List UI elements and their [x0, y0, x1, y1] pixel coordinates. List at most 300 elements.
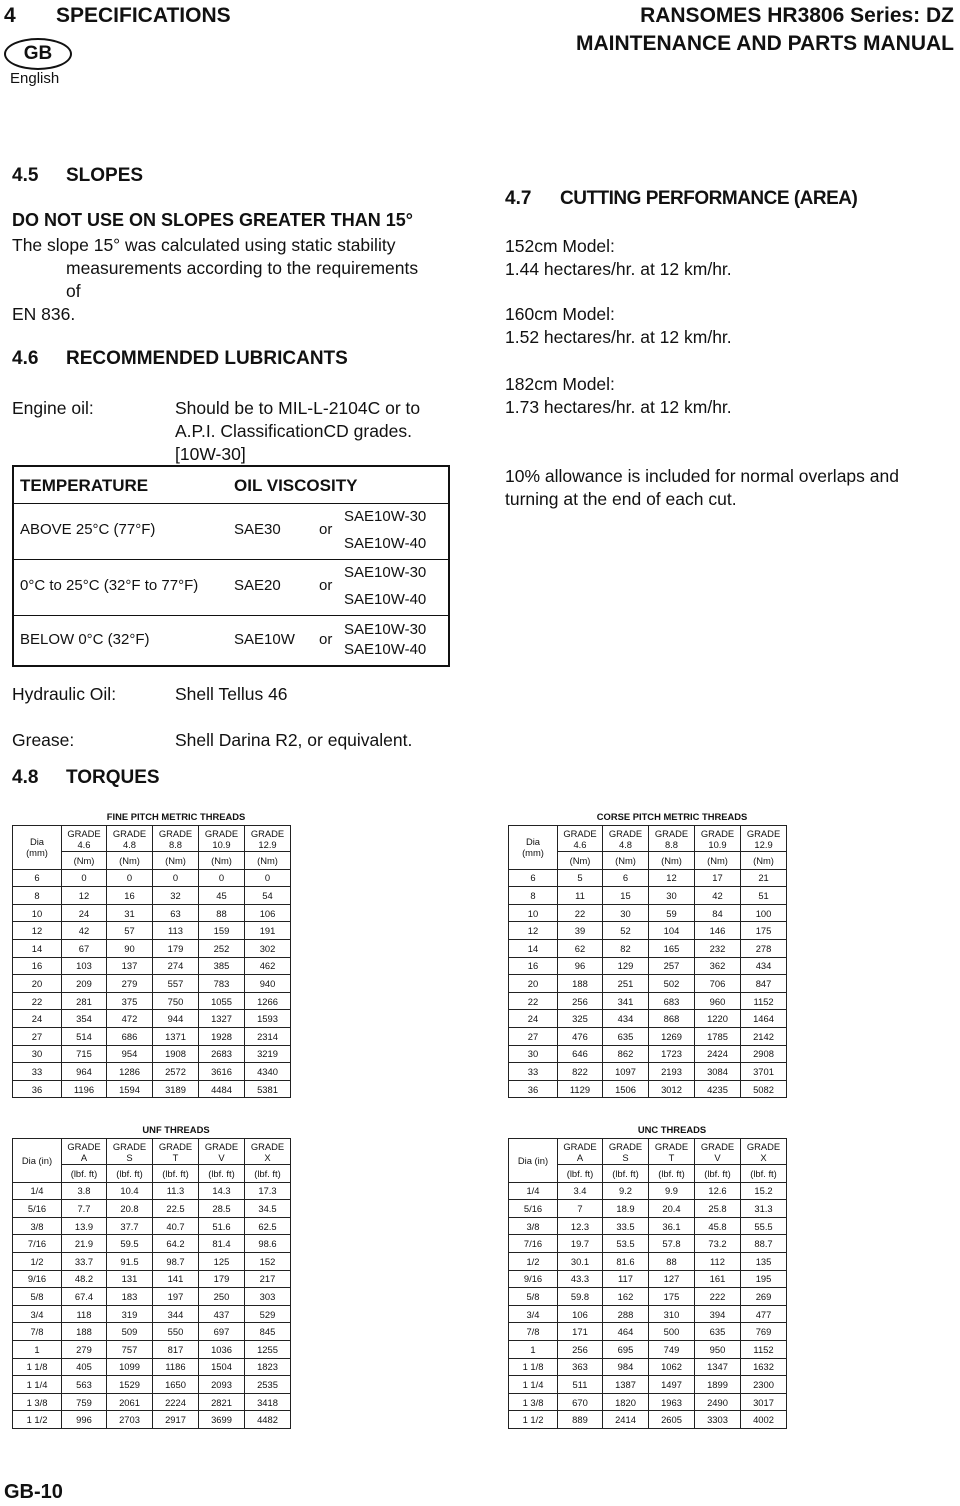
- torque-cell: 53.5: [603, 1235, 649, 1253]
- dia-cell: 8: [13, 887, 62, 905]
- torque-cell: 20.4: [649, 1200, 695, 1218]
- torque-cell: 697: [199, 1323, 245, 1341]
- torque-cell: 10.4: [107, 1182, 153, 1200]
- torque-cell: 940: [245, 975, 291, 993]
- torque-cell: 2605: [649, 1411, 695, 1429]
- dia-cell: 16: [13, 957, 62, 975]
- torque-cell: 34.5: [245, 1200, 291, 1218]
- alt2-row-1: SAE10W-40: [344, 535, 427, 552]
- slopes-text-1: The slope 15° was calculated using static stability: [12, 235, 396, 255]
- table-row: [509, 1200, 787, 1218]
- dia-cell: 1 1/4: [13, 1376, 62, 1394]
- grade-word: GRADE: [250, 827, 285, 839]
- torque-cell: 135: [741, 1253, 787, 1271]
- grade-header: [199, 826, 245, 852]
- torque-cell: 59.5: [107, 1235, 153, 1253]
- dia-cell: 3/8: [509, 1217, 558, 1235]
- grade-header: [558, 1139, 603, 1165]
- unit-cell: (Nm): [649, 852, 695, 870]
- unit-cell: (Nm): [741, 852, 787, 870]
- torque-cell: 279: [107, 975, 153, 993]
- torque-cell: 1099: [107, 1358, 153, 1376]
- slopes-number: 4.5: [12, 165, 39, 186]
- torque-cell: 2300: [741, 1376, 787, 1394]
- torque-cell: 64.2: [153, 1235, 199, 1253]
- table-row: [13, 1028, 291, 1046]
- grade-word: GRADE: [67, 1140, 101, 1152]
- grade-header: [245, 826, 291, 852]
- dia-cell: 27: [13, 1028, 62, 1046]
- torque-cell: 529: [245, 1305, 291, 1323]
- cutting-note-1: 10% allowance is included for normal overlaps and: [505, 466, 899, 486]
- torque-cell: 2572: [153, 1063, 199, 1081]
- table-row: [13, 1270, 291, 1288]
- alt2-row-2: SAE10W-40: [344, 591, 427, 608]
- grade-value: 8.8: [664, 838, 679, 850]
- torque-cell: 5082: [741, 1080, 787, 1098]
- torque-table-title: CORSE PITCH METRIC THREADS: [558, 808, 787, 826]
- torque-cell: 232: [695, 940, 741, 958]
- torque-cell: 476: [558, 1028, 603, 1046]
- torque-cell: 57: [107, 922, 153, 940]
- grade-row-3: SAE10W: [234, 631, 295, 648]
- torque-cell: 757: [107, 1341, 153, 1359]
- table-row: [13, 869, 291, 887]
- torque-cell: 2224: [153, 1393, 199, 1411]
- grade-word: GRADE: [654, 1140, 689, 1152]
- grade-value: V: [714, 1151, 721, 1163]
- torque-cell: 2490: [695, 1393, 741, 1411]
- dia-header: [509, 1139, 558, 1183]
- torque-cell: 43.3: [558, 1270, 603, 1288]
- torque-cell: 502: [649, 975, 695, 993]
- table-row: [13, 1182, 291, 1200]
- unit-cell: (Nm): [62, 852, 107, 870]
- unit-cell: (lbf. ft): [741, 1165, 787, 1183]
- torque-cell: 1650: [153, 1376, 199, 1394]
- torque-cell: 25.8: [695, 1200, 741, 1218]
- table-row: [509, 992, 787, 1010]
- unit-cell: (Nm): [153, 852, 199, 870]
- grade-header: [107, 1139, 153, 1165]
- torque-cell: 1506: [603, 1080, 649, 1098]
- dia-cell: 1 1/4: [509, 1376, 558, 1394]
- unit-cell: (lbf. ft): [603, 1165, 649, 1183]
- grade-word: GRADE: [158, 827, 193, 839]
- table-row: [509, 1045, 787, 1063]
- torque-cell: 32: [153, 887, 199, 905]
- torque-cell: 269: [741, 1288, 787, 1306]
- grade-row-2: SAE20: [234, 577, 281, 594]
- torque-cell: 88: [649, 1253, 695, 1271]
- torque-cell: 106: [245, 904, 291, 922]
- manual-title-line2: MAINTENANCE AND PARTS MANUAL: [576, 32, 954, 55]
- table-title-row: [509, 1121, 787, 1139]
- torque-cell: 5381: [245, 1080, 291, 1098]
- torque-cell: 354: [62, 1010, 107, 1028]
- torque-cell: 179: [199, 1270, 245, 1288]
- torque-cell: 100: [741, 904, 787, 922]
- torque-cell: 563: [62, 1376, 107, 1394]
- engine-oil-spec-3: [10W-30]: [175, 444, 246, 464]
- torque-cell: 1186: [153, 1358, 199, 1376]
- dia-cell: 9/16: [13, 1270, 62, 1288]
- torque-cell: 0: [245, 869, 291, 887]
- manual-title-line1: RANSOMES HR3806 Series: DZ: [640, 4, 954, 27]
- table-row: [13, 1393, 291, 1411]
- torque-cell: 45.8: [695, 1217, 741, 1235]
- torque-cell: 12: [649, 869, 695, 887]
- torque-cell: 67: [62, 940, 107, 958]
- torque-cell: 1129: [558, 1080, 603, 1098]
- torque-cell: 2683: [199, 1045, 245, 1063]
- torque-cell: 500: [649, 1323, 695, 1341]
- dia-cell: 1 1/8: [13, 1358, 62, 1376]
- dia-cell: 5/8: [13, 1288, 62, 1306]
- torque-cell: 635: [695, 1323, 741, 1341]
- table-row: [13, 1080, 291, 1098]
- torque-cell: 1269: [649, 1028, 695, 1046]
- torque-cell: 3219: [245, 1045, 291, 1063]
- temp-row-3: BELOW 0°C (32°F): [20, 631, 150, 648]
- torque-cell: 670: [558, 1393, 603, 1411]
- torque-cell: 646: [558, 1045, 603, 1063]
- grade-row-1: SAE30: [234, 521, 281, 538]
- grade-value: 10.9: [708, 838, 727, 850]
- torque-cell: 341: [603, 992, 649, 1010]
- dia-cell: 3/4: [509, 1305, 558, 1323]
- torque-cell: 954: [107, 1045, 153, 1063]
- torque-cell: 984: [603, 1358, 649, 1376]
- torque-cell: 1632: [741, 1358, 787, 1376]
- torque-cell: 131: [107, 1270, 153, 1288]
- grade-word: GRADE: [608, 827, 643, 839]
- model-182-label: 182cm Model:: [505, 374, 615, 394]
- dia-cell: 24: [13, 1010, 62, 1028]
- table-title-row: [13, 808, 291, 826]
- torque-cell: 251: [603, 975, 649, 993]
- lubricants-number: 4.6: [12, 348, 39, 369]
- table-title-row: [509, 808, 787, 826]
- dia-cell: 20: [509, 975, 558, 993]
- dia-cell: 1/2: [509, 1253, 558, 1271]
- torque-cell: 39: [558, 922, 603, 940]
- grade-word: GRADE: [746, 1140, 781, 1152]
- unit-cell: (lbf. ft): [649, 1165, 695, 1183]
- table-row: [13, 1253, 291, 1271]
- torque-table: [508, 808, 787, 1098]
- grade-word: GRADE: [746, 827, 781, 839]
- grade-header: [741, 826, 787, 852]
- dia-cell: 7/16: [509, 1235, 558, 1253]
- grade-word: GRADE: [204, 827, 239, 839]
- dia-cell: 9/16: [509, 1270, 558, 1288]
- grade-word: GRADE: [158, 1140, 193, 1152]
- torque-cell: 1152: [741, 992, 787, 1010]
- table-row: [509, 1341, 787, 1359]
- lubricants-title: RECOMMENDED LUBRICANTS: [66, 348, 348, 369]
- grade-header: [649, 826, 695, 852]
- torque-cell: 15.2: [741, 1182, 787, 1200]
- section-number: 4: [4, 4, 16, 27]
- dia-cell: 16: [509, 957, 558, 975]
- torque-cell: 1327: [199, 1010, 245, 1028]
- torque-cell: 0: [62, 869, 107, 887]
- grade-value: 4.6: [573, 838, 587, 850]
- torque-cell: 17: [695, 869, 741, 887]
- grade-value: A: [80, 1151, 88, 1163]
- or-row-2: or: [319, 577, 333, 594]
- grade-header: [199, 1139, 245, 1165]
- dia-cell: 5/16: [509, 1200, 558, 1218]
- table-row: [13, 1063, 291, 1081]
- torque-cell: 106: [558, 1305, 603, 1323]
- slopes-title: SLOPES: [66, 165, 144, 186]
- torque-cell: 37.7: [107, 1217, 153, 1235]
- dia-cell: 1 3/8: [13, 1393, 62, 1411]
- torque-cell: 437: [199, 1305, 245, 1323]
- grade-word: GRADE: [250, 1140, 285, 1152]
- table-title-row: [13, 1121, 291, 1139]
- torque-cell: 179: [153, 940, 199, 958]
- torque-cell: 171: [558, 1323, 603, 1341]
- torque-cell: 319: [107, 1305, 153, 1323]
- torque-cell: 2917: [153, 1411, 199, 1429]
- torque-cell: 274: [153, 957, 199, 975]
- torque-cell: 1963: [649, 1393, 695, 1411]
- torque-cell: 15: [603, 887, 649, 905]
- grade-word: GRADE: [654, 827, 689, 839]
- torque-cell: 20.8: [107, 1200, 153, 1218]
- dia-cell: 5/16: [13, 1200, 62, 1218]
- table-row: [509, 1235, 787, 1253]
- grade-header-row: [509, 1139, 787, 1165]
- unit-cell: (lbf. ft): [199, 1165, 245, 1183]
- grade-word: GRADE: [67, 827, 101, 839]
- grade-word: GRADE: [563, 827, 597, 839]
- torque-cell: 464: [603, 1323, 649, 1341]
- dia-cell: 3/4: [13, 1305, 62, 1323]
- torque-cell: 950: [695, 1341, 741, 1359]
- dia-cell: 20: [13, 975, 62, 993]
- torque-cell: 30.1: [558, 1253, 603, 1271]
- dia-cell: 7/16: [13, 1235, 62, 1253]
- dia-cell: 33: [509, 1063, 558, 1081]
- torque-cell: 2424: [695, 1045, 741, 1063]
- torque-cell: 55.5: [741, 1217, 787, 1235]
- grade-word: GRADE: [700, 1140, 735, 1152]
- torque-cell: 3.8: [62, 1182, 107, 1200]
- torque-cell: 21: [741, 869, 787, 887]
- grade-value: X: [264, 1151, 271, 1163]
- torque-cell: 13.9: [62, 1217, 107, 1235]
- torque-cell: 22.5: [153, 1200, 199, 1218]
- torque-table: [12, 1121, 291, 1429]
- torque-cell: 1266: [245, 992, 291, 1010]
- torque-cell: 0: [107, 869, 153, 887]
- torque-cell: 1464: [741, 1010, 787, 1028]
- table-corner: [509, 808, 558, 826]
- dia-label: Dia (in): [517, 1154, 549, 1166]
- table-row: [509, 1253, 787, 1271]
- grease-label: Grease:: [12, 730, 75, 750]
- torque-cell: 3012: [649, 1080, 695, 1098]
- dia-header: [13, 1139, 62, 1183]
- table-row: [13, 1341, 291, 1359]
- page-number: GB-10: [4, 1481, 63, 1503]
- torque-cell: 509: [107, 1323, 153, 1341]
- dia-cell: 1/2: [13, 1253, 62, 1271]
- torque-cell: 21.9: [62, 1235, 107, 1253]
- torque-cell: 1196: [62, 1080, 107, 1098]
- grade-header: [695, 1139, 741, 1165]
- grade-value: T: [668, 1151, 675, 1163]
- torque-cell: 1823: [245, 1358, 291, 1376]
- table-row: [13, 1305, 291, 1323]
- torque-cell: 88: [199, 904, 245, 922]
- torque-cell: 45: [199, 887, 245, 905]
- torque-cell: 550: [153, 1323, 199, 1341]
- torque-cell: 1785: [695, 1028, 741, 1046]
- torque-cell: 1371: [153, 1028, 199, 1046]
- torque-cell: 81.6: [603, 1253, 649, 1271]
- unit-cell: (Nm): [558, 852, 603, 870]
- torque-cell: 3701: [741, 1063, 787, 1081]
- torque-cell: 195: [741, 1270, 787, 1288]
- torque-cell: 11: [558, 887, 603, 905]
- grade-header: [107, 826, 153, 852]
- torque-cell: 12.6: [695, 1182, 741, 1200]
- table-row: [509, 1063, 787, 1081]
- torque-cell: 28.5: [199, 1200, 245, 1218]
- torque-cell: 3084: [695, 1063, 741, 1081]
- unit-cell: (Nm): [199, 852, 245, 870]
- torque-cell: 1928: [199, 1028, 245, 1046]
- torque-cell: 3.4: [558, 1182, 603, 1200]
- dia-cell: 14: [13, 940, 62, 958]
- table-row: [509, 1393, 787, 1411]
- torque-cell: 7: [558, 1200, 603, 1218]
- torque-cell: 31: [107, 904, 153, 922]
- torque-cell: 54: [245, 887, 291, 905]
- torque-cell: 90: [107, 940, 153, 958]
- table-row: [509, 1080, 787, 1098]
- table-corner: [13, 1121, 62, 1139]
- grade-word: GRADE: [112, 1140, 147, 1152]
- torque-cell: 375: [107, 992, 153, 1010]
- torque-table: [508, 1121, 787, 1429]
- dia-label: Dia (in): [21, 1154, 53, 1166]
- table-row: [13, 1010, 291, 1028]
- torque-table-title: FINE PITCH METRIC THREADS: [62, 808, 291, 826]
- grade-value: X: [760, 1151, 767, 1163]
- cutting-title: CUTTING PERFORMANCE (AREA): [560, 188, 858, 209]
- torque-cell: 9.2: [603, 1182, 649, 1200]
- torque-cell: 1220: [695, 1010, 741, 1028]
- dia-cell: 10: [509, 904, 558, 922]
- torque-cell: 162: [603, 1288, 649, 1306]
- grade-value: 4.8: [122, 838, 137, 850]
- torque-cell: 944: [153, 1010, 199, 1028]
- torque-cell: 557: [153, 975, 199, 993]
- torque-cell: 51: [741, 887, 787, 905]
- torque-cell: 385: [199, 957, 245, 975]
- grade-header: [62, 826, 107, 852]
- table-row: [13, 992, 291, 1010]
- model-152-value: 1.44 hectares/hr. at 12 km/hr.: [505, 259, 732, 279]
- dia-header: [509, 826, 558, 870]
- temp-row-2: 0°C to 25°C (32°F to 77°F): [20, 577, 199, 594]
- torque-cell: 197: [153, 1288, 199, 1306]
- dia-cell: 1: [509, 1341, 558, 1359]
- torque-cell: 33.5: [603, 1217, 649, 1235]
- torque-cell: 42: [62, 922, 107, 940]
- torque-cell: 3017: [741, 1393, 787, 1411]
- oil-viscosity-header: OIL VISCOSITY: [234, 476, 358, 495]
- torque-cell: 96: [558, 957, 603, 975]
- table-row: [509, 1376, 787, 1394]
- torque-cell: 16: [107, 887, 153, 905]
- grade-header: [603, 826, 649, 852]
- grease-value: Shell Darina R2, or equivalent.: [175, 730, 413, 750]
- torque-cell: 783: [199, 975, 245, 993]
- table-row: [13, 975, 291, 993]
- dia-cell: 1 1/2: [13, 1411, 62, 1429]
- torque-cell: 2703: [107, 1411, 153, 1429]
- table-row: [13, 940, 291, 958]
- alt1-row-2: SAE10W-30: [344, 564, 427, 581]
- unit-cell: (Nm): [695, 852, 741, 870]
- unit-cell: (lbf. ft): [245, 1165, 291, 1183]
- torque-cell: 1097: [603, 1063, 649, 1081]
- torque-cell: 434: [603, 1010, 649, 1028]
- dia-cell: 12: [13, 922, 62, 940]
- torque-cell: 1497: [649, 1376, 695, 1394]
- cutting-note-2: turning at the end of each cut.: [505, 489, 737, 509]
- torque-cell: 217: [245, 1270, 291, 1288]
- torque-cell: 252: [199, 940, 245, 958]
- grade-header: [558, 826, 603, 852]
- grade-word: GRADE: [112, 827, 147, 839]
- unit-cell: (lbf. ft): [558, 1165, 603, 1183]
- table-row: [509, 1411, 787, 1429]
- torque-cell: 17.3: [245, 1182, 291, 1200]
- dia-cell: 12: [509, 922, 558, 940]
- torque-cell: 434: [741, 957, 787, 975]
- torque-cell: 88.7: [741, 1235, 787, 1253]
- unit-cell: (lbf. ft): [695, 1165, 741, 1183]
- torque-cell: 845: [245, 1323, 291, 1341]
- grade-header: [695, 826, 741, 852]
- torque-cell: 183: [107, 1288, 153, 1306]
- grade-value: 10.9: [212, 838, 231, 850]
- model-182-value: 1.73 hectares/hr. at 12 km/hr.: [505, 397, 732, 417]
- dia-cell: 1 3/8: [509, 1393, 558, 1411]
- torque-cell: 11.3: [153, 1182, 199, 1200]
- dia-label: Dia: [525, 836, 541, 848]
- torque-cell: 257: [649, 957, 695, 975]
- torque-cell: 394: [695, 1305, 741, 1323]
- slopes-warning: DO NOT USE ON SLOPES GREATER THAN 15°: [12, 210, 413, 230]
- torque-cell: 222: [695, 1288, 741, 1306]
- torque-cell: 73.2: [695, 1235, 741, 1253]
- dia-cell: 33: [13, 1063, 62, 1081]
- torque-cell: 175: [649, 1288, 695, 1306]
- torque-cell: 2093: [199, 1376, 245, 1394]
- dia-cell: 1/4: [509, 1182, 558, 1200]
- torque-cell: 847: [741, 975, 787, 993]
- dia-cell: 30: [509, 1045, 558, 1063]
